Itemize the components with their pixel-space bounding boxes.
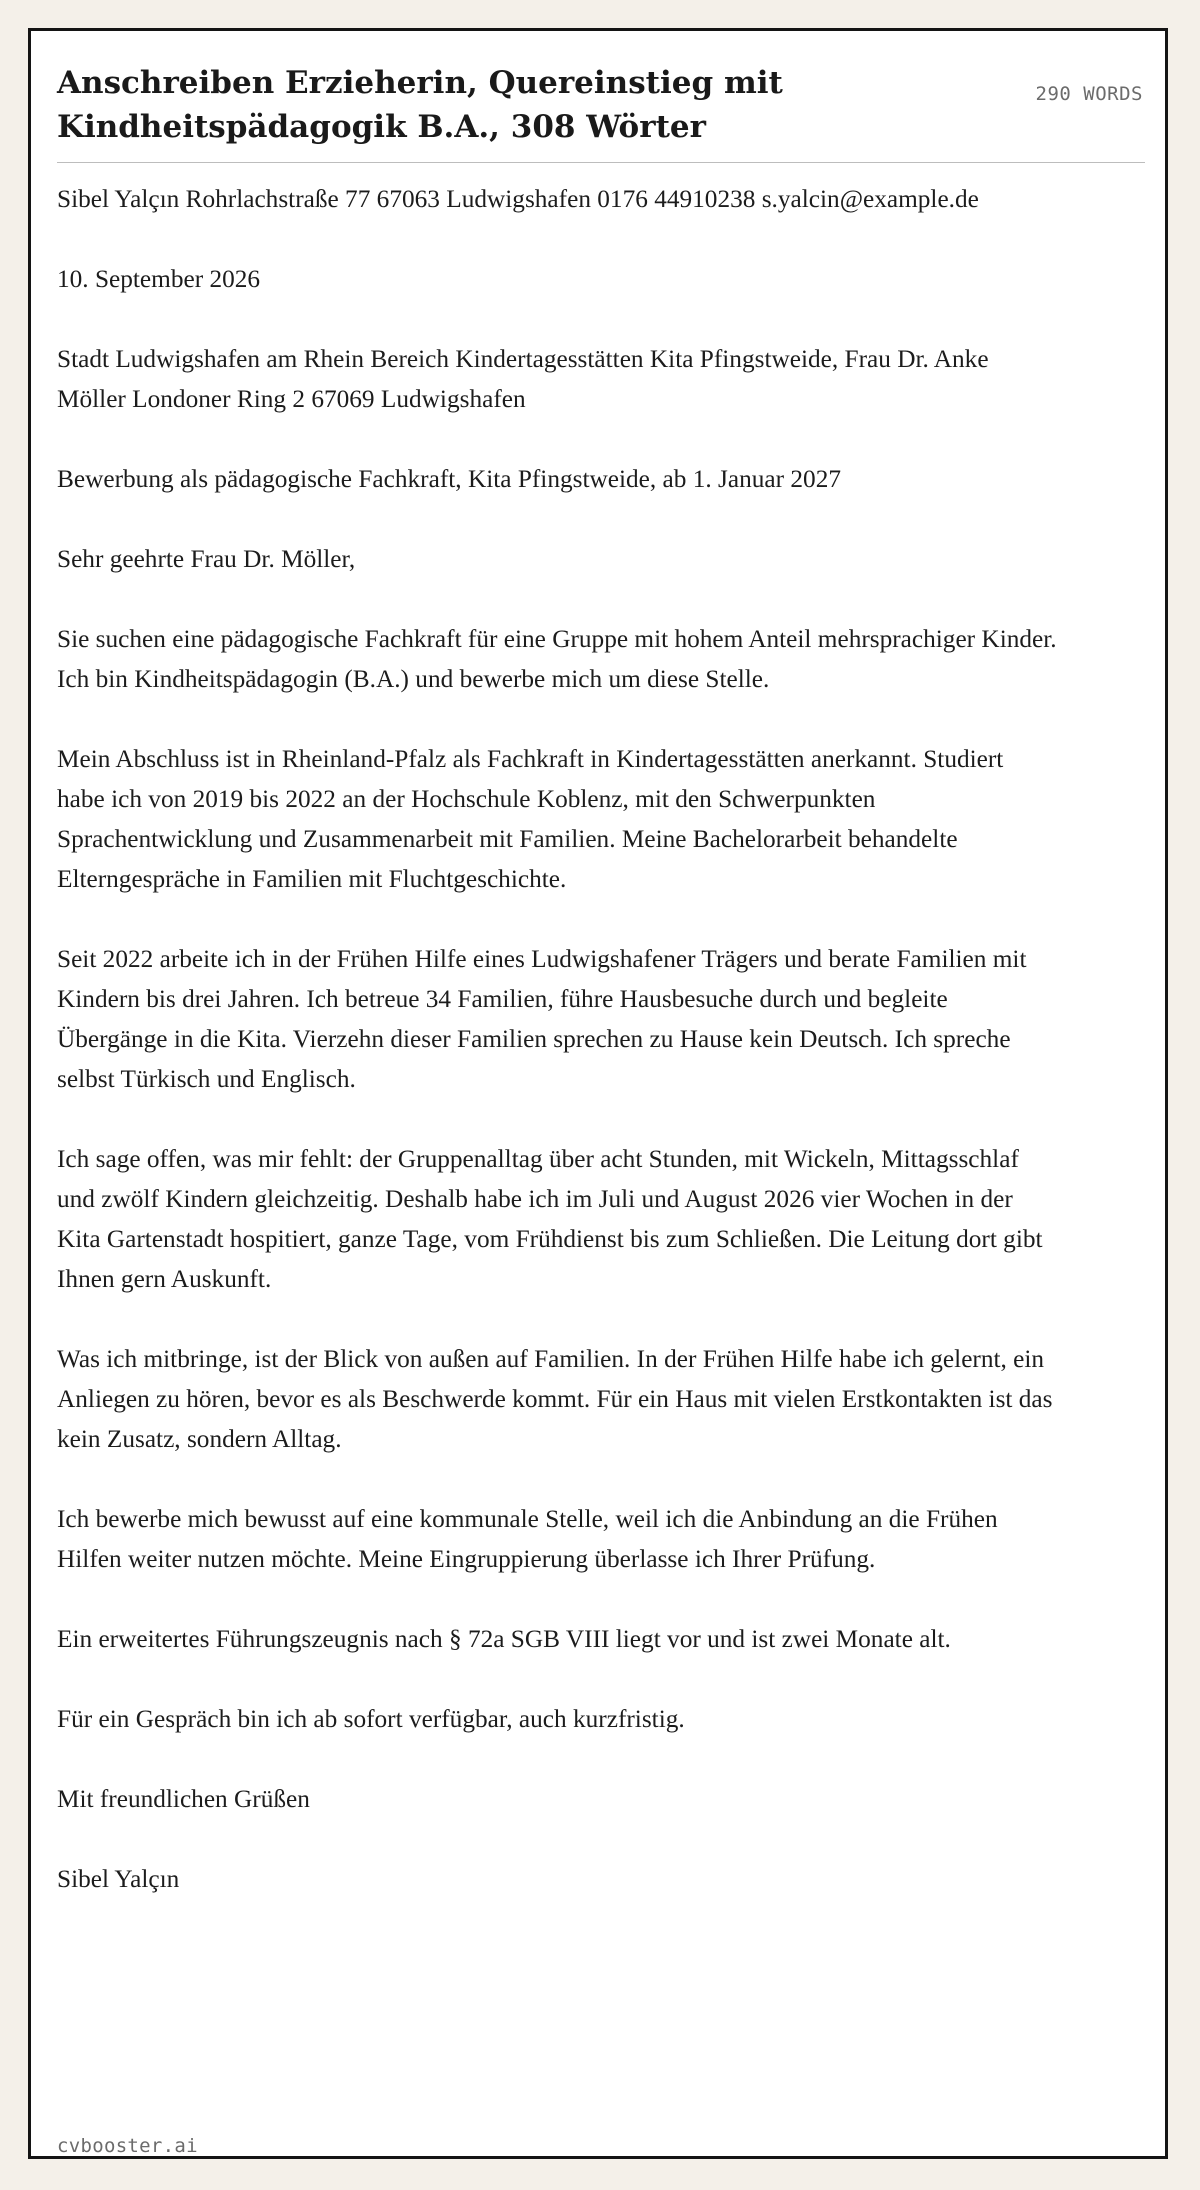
closing: Mit freundlichen Grüßen — [57, 1785, 310, 1813]
body-paragraph: Sie suchen eine pädagogische Fachkraft für eine Gruppe mit hohem Anteil mehrsprachiger Kinder. Ich bin Kindheitspädagogin (B.A.) und bewerbe mich um diese Stelle. — [57, 625, 1057, 693]
letter-date: 10. September 2026 — [57, 265, 261, 293]
header-divider — [57, 162, 1145, 163]
document-title: Anschreiben Erzieherin, Quereinstieg mit Kindheitspädagogik B.A., 308 Wörter — [57, 65, 783, 145]
document-header — [57, 51, 1143, 166]
letter-body — [57, 179, 1057, 1939]
signature-name: Sibel Yalçın — [57, 1865, 180, 1893]
body-paragraph: Mein Abschluss ist in Rheinland-Pfalz als Fachkraft in Kindertagesstätten anerkannt. Studiert habe ich von 2019 bis 2022 an der Hochschule Koblenz, mit den Schwerpunkten Sprachentwicklung und Zusammenarbeit mit Familien. Meine Bachelorarbeit behandelte Elterngespräche in Familien mit Fluchtgeschichte. — [57, 745, 1004, 893]
body-paragraph: Was ich mitbringe, ist der Blick von außen auf Familien. In der Frühen Hilfe habe ich gelernt, ein Anliegen zu hören, bevor es als Beschwerde kommt. Für ein Haus mit vielen Erstkontakten ist das kein Zusatz, sondern Alltag. — [57, 1345, 1053, 1453]
sender-address: Sibel Yalçın Rohrlachstraße 77 67063 Ludwigshafen 0176 44910238 s.yalcin@example.de — [57, 185, 979, 213]
body-paragraph: Seit 2022 arbeite ich in der Frühen Hilfe eines Ludwigshafener Trägers und berate Familien mit Kindern bis drei Jahren. Ich betreue 34 Familien, führe Hausbesuche durch und begleite Übergänge in die Kita. Vierzehn dieser Familien sprechen zu Hause kein Deutsch. Ich spreche selbst Türkisch und Englisch. — [57, 945, 1027, 1093]
body-paragraph: Ein erweitertes Führungszeugnis nach § 72a SGB VIII liegt vor und ist zwei Monate alt. — [57, 1625, 951, 1653]
salutation: Sehr geehrte Frau Dr. Möller, — [57, 545, 356, 573]
body-paragraph: Ich bewerbe mich bewusst auf eine kommunale Stelle, weil ich die Anbindung an die Frühen Hilfen weiter nutzen möchte. Meine Eingruppierung überlasse ich Ihrer Prüfung. — [57, 1505, 998, 1573]
body-paragraph: Ich sage offen, was mir fehlt: der Gruppenalltag über acht Stunden, mit Wickeln, Mittagsschlaf und zwölf Kindern gleichzeitig. Deshalb habe ich im Juli und August 2026 vier Wochen in der Kita Gartenstadt hospitiert, ganze Tage, vom Frühdienst bis zum Schließen. Die Leitung dort gibt Ihnen gern Auskunft. — [57, 1145, 1043, 1293]
document-card — [28, 28, 1168, 2159]
word-count-badge: 290 WORDS — [1035, 83, 1143, 105]
footer-brand: cvbooster.ai — [57, 2135, 198, 2157]
recipient-address: Stadt Ludwigshafen am Rhein Bereich Kindertagesstätten Kita Pfingstweide, Frau Dr. Anke Möller Londoner Ring 2 67069 Ludwigshafen — [57, 345, 989, 413]
body-paragraph: Für ein Gespräch bin ich ab sofort verfügbar, auch kurzfristig. — [57, 1705, 685, 1733]
subject-line: Bewerbung als pädagogische Fachkraft, Kita Pfingstweide, ab 1. Januar 2027 — [57, 465, 841, 493]
